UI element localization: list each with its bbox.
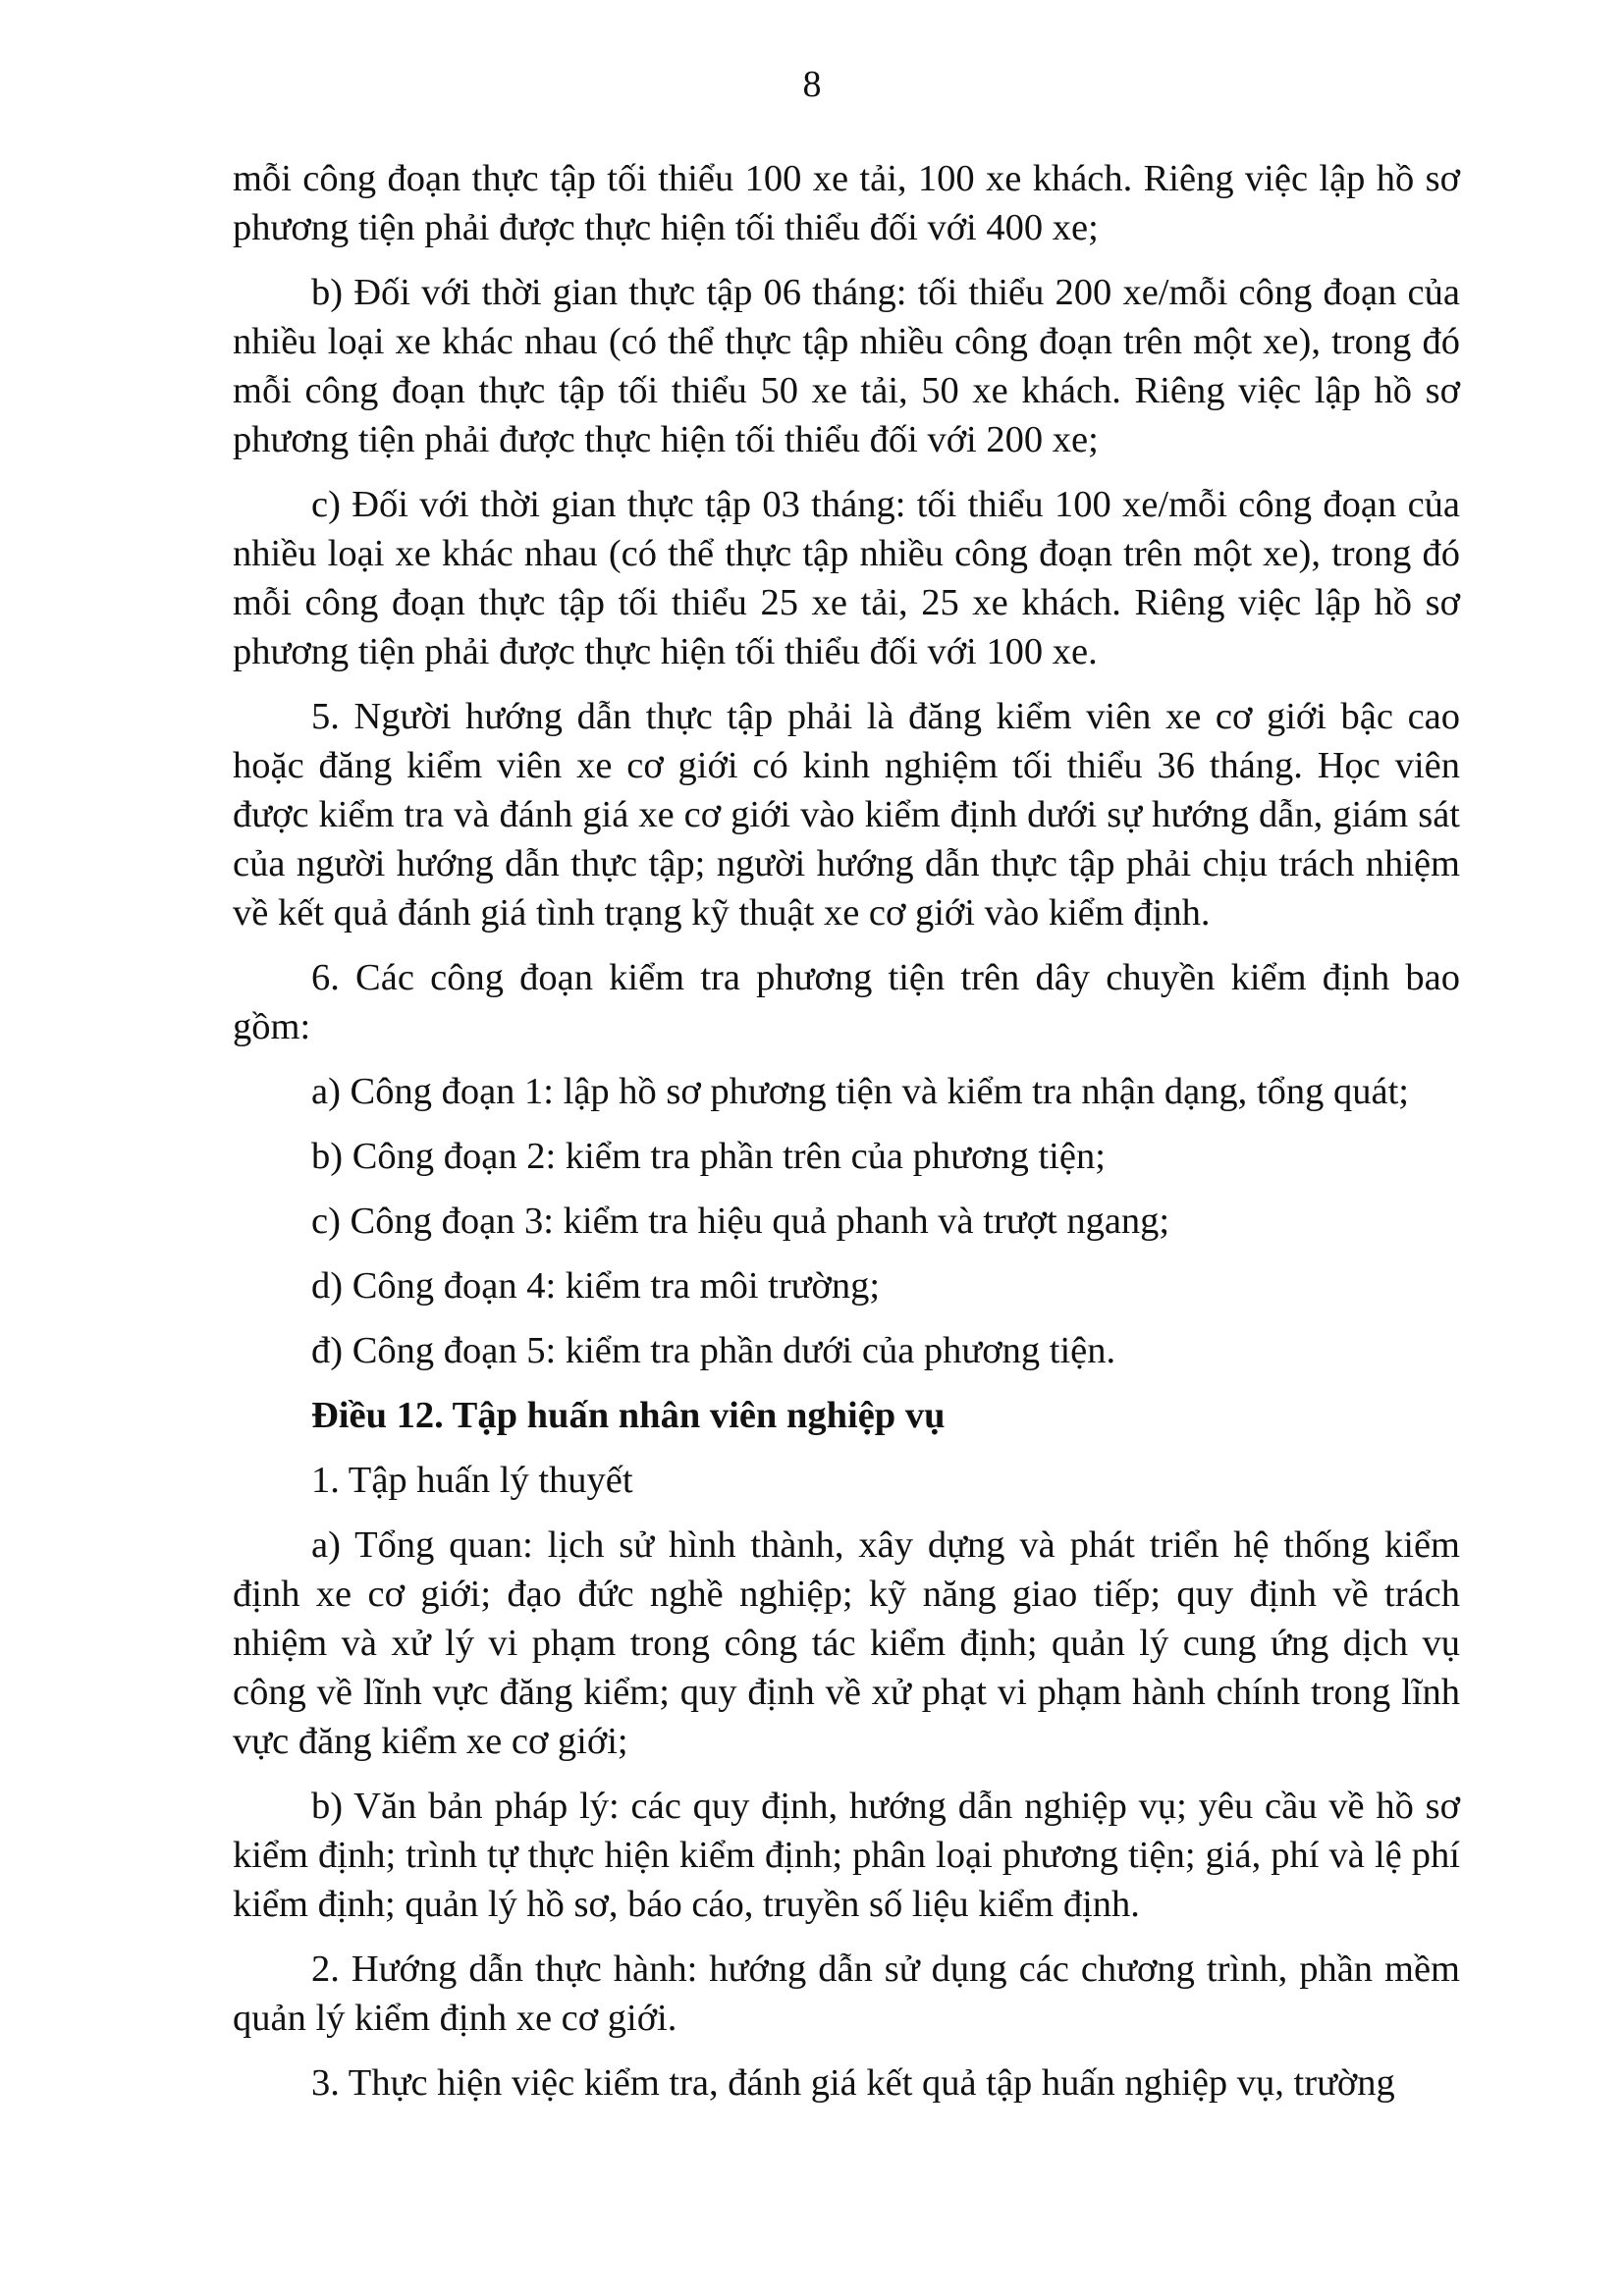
- paragraph-continuation: mỗi công đoạn thực tập tối thiểu 100 xe tải, 100 xe khách. Riêng việc lập hồ sơ phương tiện phải được thực hiện tối thiểu đối với 400 xe;: [233, 158, 1460, 248]
- paragraph-item-b-6-months: b) Đối với thời gian thực tập 06 tháng: tối thiểu 200 xe/mỗi công đoạn của nhiều loại xe khác nhau (có thể thực tập nhiều công đoạn trên một xe), trong đó mỗi công đoạn thực tập tối thiểu 50 xe tải, 50 xe khách. Riêng việc lập hồ sơ phương tiện phải được thực hiện tối thiểu đối với 200 xe;: [233, 272, 1460, 460]
- page-number: 8: [802, 64, 822, 105]
- paragraph-stage-2: b) Công đoạn 2: kiểm tra phần trên của phương tiện;: [311, 1136, 1106, 1177]
- paragraph-stage-4: d) Công đoạn 4: kiểm tra môi trường;: [311, 1265, 881, 1307]
- paragraph-overview: a) Tổng quan: lịch sử hình thành, xây dựng và phát triển hệ thống kiểm định xe cơ giới; đạo đức nghề nghiệp; kỹ năng giao tiếp; quy định về trách nhiệm và xử lý vi phạm trong công tác kiểm định; quản lý cung ứng dịch vụ công về lĩnh vực đăng kiểm; quy định về xử phạt vi phạm hành chính trong lĩnh vực đăng kiểm xe cơ giới;: [233, 1524, 1460, 1762]
- paragraph-clause-6: 6. Các công đoạn kiểm tra phương tiện trên dây chuyền kiểm định bao gồm:: [233, 957, 1460, 1047]
- paragraph-stage-5: đ) Công đoạn 5: kiểm tra phần dưới của phương tiện.: [311, 1330, 1116, 1371]
- paragraph-stage-3: c) Công đoạn 3: kiểm tra hiệu quả phanh và trượt ngang;: [311, 1201, 1170, 1242]
- paragraph-stage-1: a) Công đoạn 1: lập hồ sơ phương tiện và kiểm tra nhận dạng, tổng quát;: [311, 1071, 1409, 1112]
- paragraph-assessment: 3. Thực hiện việc kiểm tra, đánh giá kết quả tập huấn nghiệp vụ, trường: [311, 2062, 1395, 2104]
- paragraph-item-c-3-months: c) Đối với thời gian thực tập 03 tháng: tối thiểu 100 xe/mỗi công đoạn của nhiều loại xe khác nhau (có thể thực tập nhiều công đoạn trên một xe), trong đó mỗi công đoạn thực tập tối thiểu 25 xe tải, 25 xe khách. Riêng việc lập hồ sơ phương tiện phải được thực hiện tối thiểu đối với 100 xe.: [233, 484, 1460, 672]
- paragraph-clause-5: 5. Người hướng dẫn thực tập phải là đăng kiểm viên xe cơ giới bậc cao hoặc đăng kiểm viên xe cơ giới có kinh nghiệm tối thiểu 36 tháng. Học viên được kiểm tra và đánh giá xe cơ giới vào kiểm định dưới sự hướng dẫn, giám sát của người hướng dẫn thực tập; người hướng dẫn thực tập phải chịu trách nhiệm về kết quả đánh giá tình trạng kỹ thuật xe cơ giới vào kiểm định.: [233, 696, 1460, 934]
- document-body: [233, 154, 1460, 2123]
- paragraph-theory-training: 1. Tập huấn lý thuyết: [311, 1460, 633, 1501]
- paragraph-practice-guidance: 2. Hướng dẫn thực hành: hướng dẫn sử dụng các chương trình, phần mềm quản lý kiểm định xe cơ giới.: [233, 1949, 1460, 2039]
- article-12-heading: Điều 12. Tập huấn nhân viên nghiệp vụ: [311, 1395, 946, 1436]
- paragraph-legal-documents: b) Văn bản pháp lý: các quy định, hướng dẫn nghiệp vụ; yêu cầu về hồ sơ kiểm định; trình tự thực hiện kiểm định; phân loại phương tiện; giá, phí và lệ phí kiểm định; quản lý hồ sơ, báo cáo, truyền số liệu kiểm định.: [233, 1786, 1460, 1925]
